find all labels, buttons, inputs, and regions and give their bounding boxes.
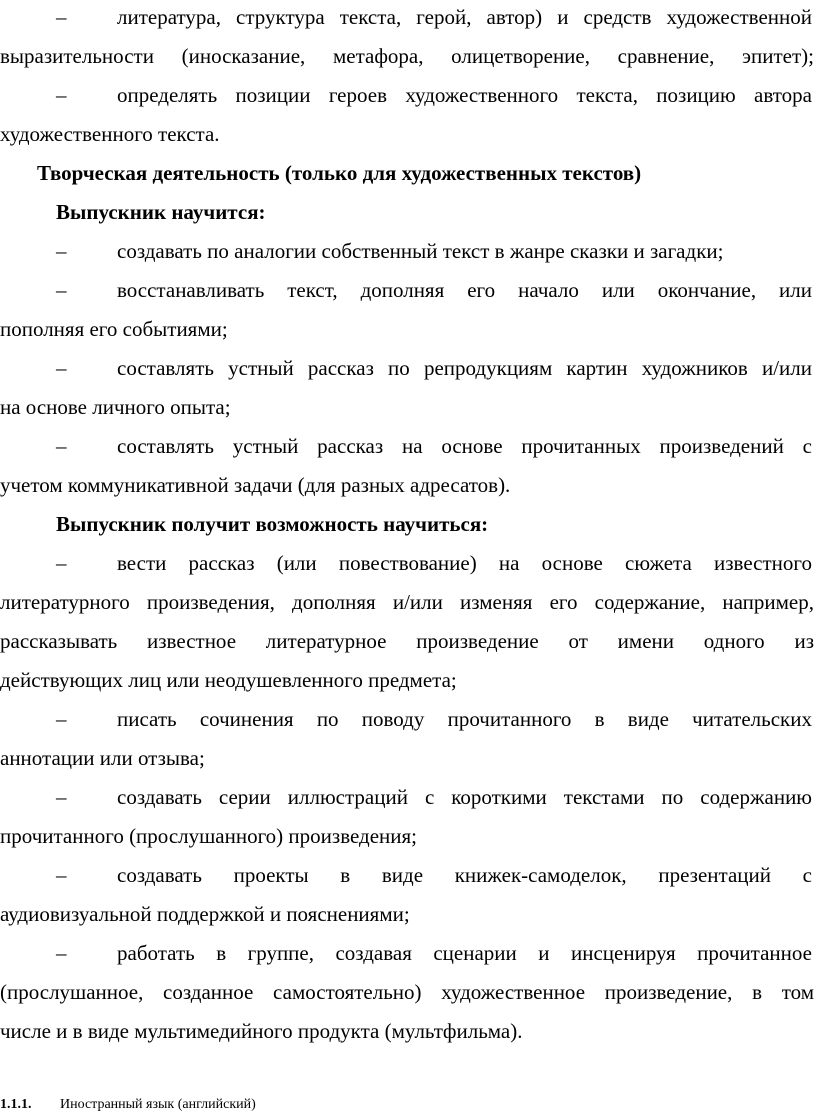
paragraph-line: работать в группе, создавая сценарии и инсценируя прочитанное (117, 941, 812, 965)
paragraph-line: вести рассказ (или повествование) на основе сюжета известного (117, 551, 812, 575)
dash-bullet: – (56, 434, 67, 458)
dash-bullet: – (56, 239, 67, 263)
paragraph-line: определять позиции героев художественного текста, позицию автора (117, 83, 812, 107)
subsection-heading: Выпускник научится: (56, 200, 266, 224)
dash-bullet: – (56, 83, 67, 107)
paragraph-line: аннотации или отзыва; (0, 746, 205, 770)
paragraph-line: действующих лиц или неодушевленного предмета; (0, 668, 457, 692)
paragraph-line: литература, структура текста, герой, автор) и средств художественной (117, 5, 812, 29)
paragraph-line: выразительности (иносказание, метафора, олицетворение, сравнение, эпитет); (0, 44, 814, 68)
paragraph-line: составлять устный рассказ на основе прочитанных произведений с (117, 434, 812, 458)
dash-bullet: – (56, 356, 67, 380)
paragraph-line: составлять устный рассказ по репродукциям картин художников и/или (117, 356, 812, 380)
paragraph-line: писать сочинения по поводу прочитанного в виде читательских (117, 707, 812, 731)
paragraph-line: создавать серии иллюстраций с короткими текстами по содержанию (117, 785, 812, 809)
dash-bullet: – (56, 551, 67, 575)
subsection-heading: Выпускник получит возможность научиться: (56, 512, 489, 536)
paragraph-line: числе и в виде мультимедийного продукта (мультфильма). (0, 1019, 523, 1043)
dash-bullet: – (56, 278, 67, 302)
dash-bullet: – (56, 863, 67, 887)
dash-bullet: – (56, 707, 67, 731)
next-section-heading (0, 1096, 256, 1114)
paragraph-line: литературного произведения, дополняя и/или изменяя его содержание, например, (0, 590, 814, 614)
paragraph-line: учетом коммуникативной задачи (для разных адресатов). (0, 473, 511, 497)
paragraph-line: (прослушанное, созданное самостоятельно) художественное произведение, в том (0, 980, 814, 1004)
paragraph-line: создавать проекты в виде книжек-самоделок, презентаций с (117, 863, 812, 887)
paragraph-line: аудиовизуальной поддержкой и пояснениями; (0, 902, 410, 926)
paragraph-line: художественного текста. (0, 122, 220, 146)
section-heading: Творческая деятельность (только для художественных текстов) (37, 161, 642, 185)
paragraph-line: на основе личного опыта; (0, 395, 231, 419)
section-number: 1.1.1. (0, 1097, 32, 1112)
dash-bullet: – (56, 785, 67, 809)
section-title: Иностранный язык (английский) (60, 1097, 256, 1112)
paragraph-line: прочитанного (прослушанного) произведения; (0, 824, 418, 848)
paragraph-line: пополняя его событиями; (0, 317, 228, 341)
paragraph-line: рассказывать известное литературное произведение от имени одного из (0, 629, 814, 653)
paragraph-line: создавать по аналогии собственный текст в жанре сказки и загадки; (117, 239, 724, 263)
dash-bullet: – (56, 941, 67, 965)
dash-bullet: – (56, 5, 67, 29)
paragraph-line: восстанавливать текст, дополняя его начало или окончание, или (117, 278, 812, 302)
